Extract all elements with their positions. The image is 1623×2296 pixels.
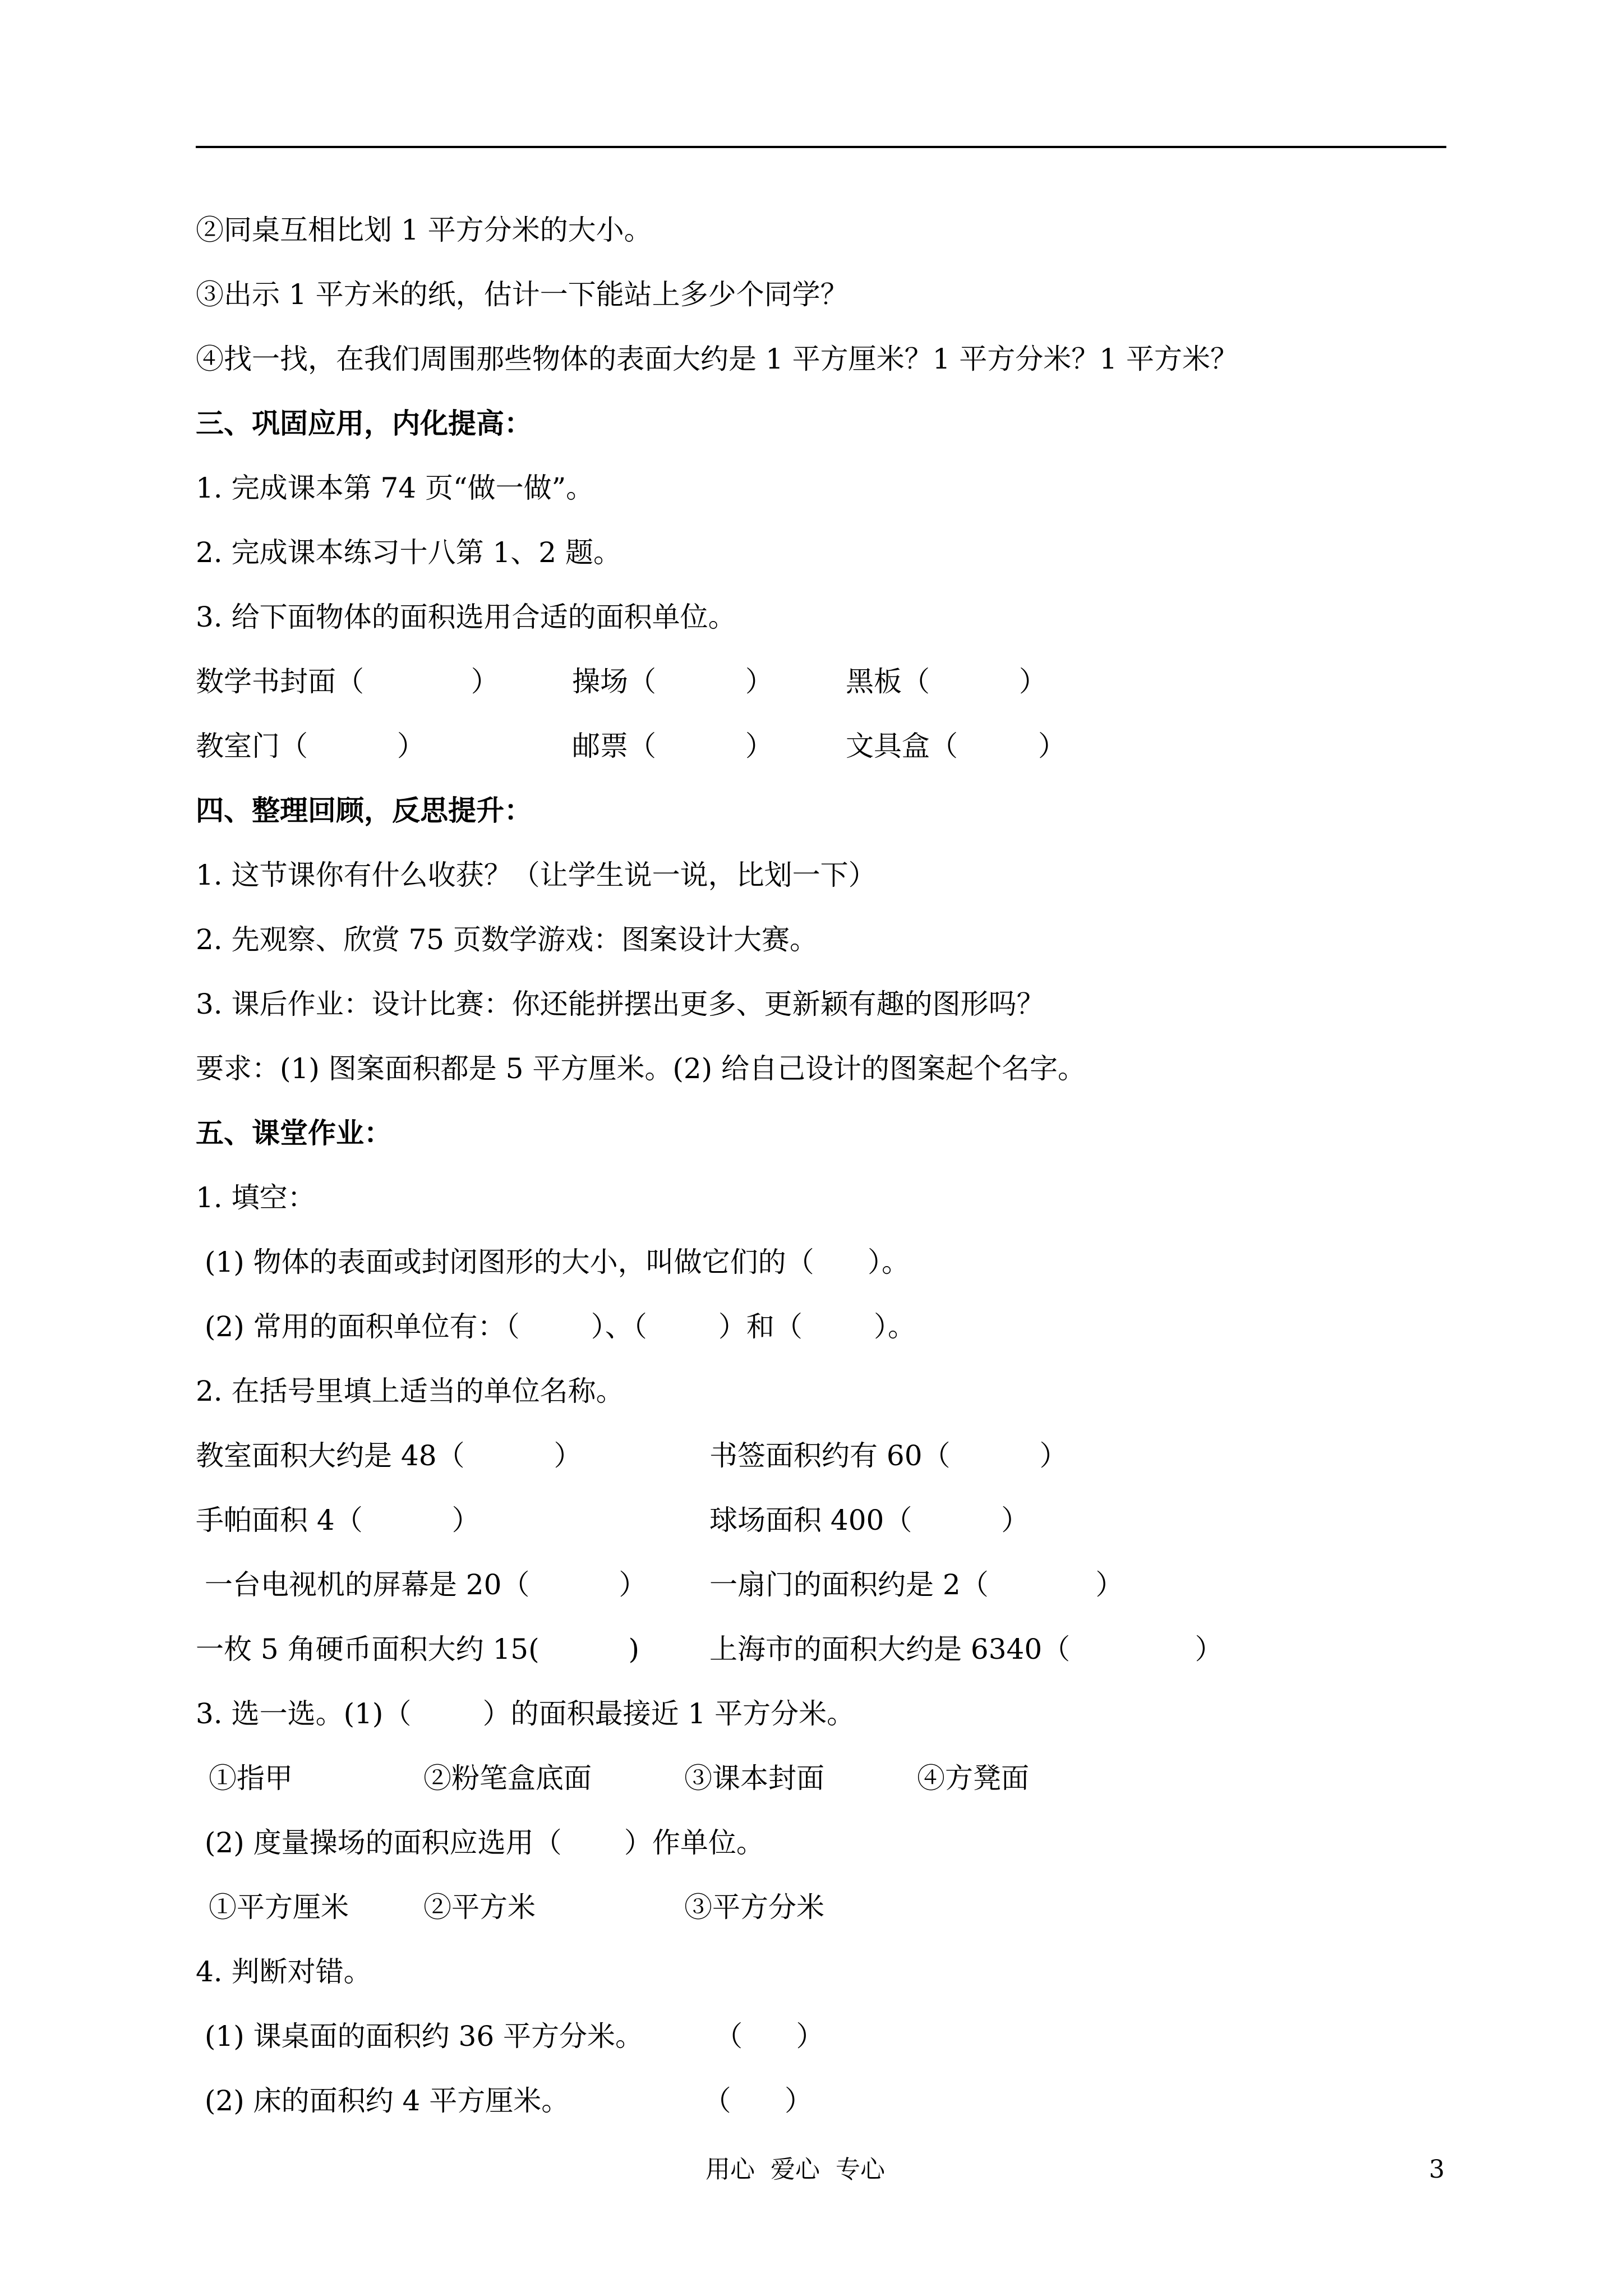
unit-blank-item: 黑板（ ） [846,665,1047,698]
unit-blank-item: 一扇门的面积约是 2（ ） [709,1568,1124,1601]
unit-blank-item: 一枚 5 角硬币面积大约 15( ) [196,1633,640,1665]
text-line: (1) 物体的表面或封闭图形的大小，叫做它们的（ ）。 [196,1246,910,1278]
text-line: (2) 常用的面积单位有：（ ）、（ ）和（ ）。 [196,1310,916,1343]
text-line: ②同桌互相比划 1 平方分米的大小。 [196,214,652,246]
choice-option: ②粉笔盒底面 [423,1762,592,1795]
text-line: 1. 完成课本第 74 页“做一做”。 [196,472,594,504]
choice-option: ④方凳面 [917,1762,1029,1795]
choice-option: ②平方米 [423,1891,536,1924]
section-heading: 四、整理回顾，反思提升： [196,794,532,827]
header-rule [196,146,1446,148]
text-line: 1. 这节课你有什么收获？（让学生说一说，比划一下） [196,859,877,891]
unit-blank-item: 文具盒（ ） [846,730,1067,762]
text-line: 1. 填空： [196,1181,316,1214]
choice-option: ③课本封面 [684,1762,824,1795]
unit-blank-item: 邮票（ ） [572,730,773,762]
text-line: (2) 度量操场的面积应选用（ ）作单位。 [196,1826,764,1859]
text-line: 4. 判断对错。 [196,1955,372,1988]
section-heading: 五、课堂作业： [196,1116,392,1149]
text-line: 2. 在括号里填上适当的单位名称。 [196,1375,624,1407]
choice-option: ③平方分米 [684,1891,824,1924]
choice-option: ①平方厘米 [209,1891,349,1924]
page-footer: 用心 爱心 专心 [706,2155,885,2184]
unit-blank-item: 教室面积大约是 48（ ） [196,1439,582,1472]
section-heading: 三、巩固应用，内化提高： [196,407,532,440]
text-line: (1) 课桌面的面积约 36 平方分米。 （ ） [196,2020,824,2053]
unit-blank-item: 教室门（ ） [196,730,425,762]
page-number: 3 [1429,2155,1445,2184]
text-line: 3. 选一选。(1)（ ）的面积最接近 1 平方分米。 [196,1697,855,1730]
text-line: 要求：(1) 图案面积都是 5 平方厘米。(2) 给自己设计的图案起个名字。 [196,1052,1086,1085]
text-line: 2. 先观察、欣赏 75 页数学游戏：图案设计大赛。 [196,923,818,956]
text-line: ④找一找，在我们周围那些物体的表面大约是 1 平方厘米？1 平方分米？1 平方米？ [196,343,1239,375]
choice-option: ①指甲 [209,1762,293,1795]
text-line: 3. 给下面物体的面积选用合适的面积单位。 [196,601,736,633]
unit-blank-item: 手帕面积 4（ ） [196,1504,480,1536]
unit-blank-item: 球场面积 400（ ） [709,1504,1030,1536]
text-line: ③出示 1 平方米的纸，估计一下能站上多少个同学？ [196,278,849,311]
unit-blank-item: 数学书封面（ ） [196,665,499,698]
text-line: 2. 完成课本练习十八第 1、2 题。 [196,536,622,569]
unit-blank-item: 书签面积约有 60（ ） [709,1439,1068,1472]
unit-blank-item: 一台电视机的屏幕是 20（ ） [196,1568,647,1601]
text-line: (2) 床的面积约 4 平方厘米。 （ ） [196,2085,813,2117]
unit-blank-item: 上海市的面积大约是 6340（ ） [709,1633,1223,1665]
text-line: 3. 课后作业：设计比赛：你还能拼摆出更多、更新颖有趣的图形吗？ [196,988,1045,1020]
unit-blank-item: 操场（ ） [572,665,773,698]
